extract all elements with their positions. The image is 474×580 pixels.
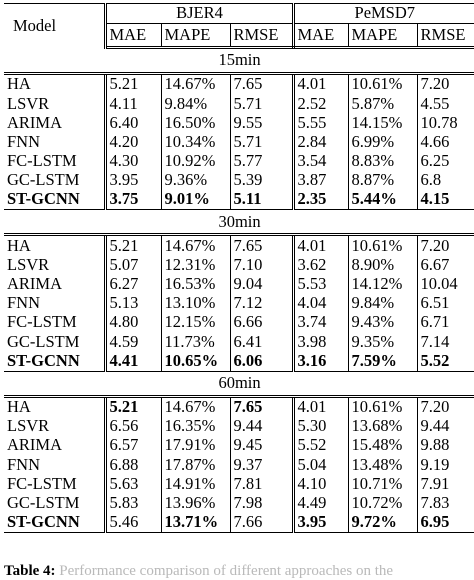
metric-value-cell: 9.37 <box>230 455 293 474</box>
metric-value-cell: 12.31% <box>161 256 230 275</box>
metric-value-cell: 17.87% <box>161 455 230 474</box>
table-row <box>4 313 474 332</box>
metric-value-cell: 6.25 <box>420 151 450 171</box>
table-row <box>4 235 474 256</box>
metric-value-cell: 5.21 <box>105 396 161 417</box>
metric-value-cell: 9.36% <box>161 171 230 190</box>
model-name-cell: HA <box>4 396 105 417</box>
table-row <box>4 351 474 371</box>
metric-value-cell: 6.56 <box>105 417 161 436</box>
metric-value-cell: 3.74 <box>293 313 348 332</box>
metric-value-cell: 5.44% <box>348 190 417 210</box>
model-name-cell: HA <box>4 74 105 95</box>
section-label: 30min <box>4 210 474 235</box>
metric-value-cell: 4.59 <box>105 332 161 351</box>
metric-value-cell: 7.91 <box>420 474 450 493</box>
metric-value-cell: 3.98 <box>293 332 348 351</box>
metric-value-cell: 4.66 <box>420 132 450 151</box>
metric-value-cell: 2.35 <box>293 190 348 210</box>
model-name-cell: FNN <box>4 294 105 313</box>
metric-value-cell: 9.44 <box>420 416 450 436</box>
metric-value-cell: 3.75 <box>105 190 161 210</box>
metric-value-cell: 6.06 <box>230 351 293 371</box>
metric-value-cell: 7.66 <box>230 513 293 533</box>
model-name-cell: FC-LSTM <box>4 152 105 171</box>
metric-value-cell: 9.55 <box>230 113 293 132</box>
metric-value-cell: 5.53 <box>293 275 348 294</box>
metric-value-cell: 5.13 <box>105 294 161 313</box>
model-name-cell: FC-LSTM <box>4 313 105 332</box>
metric-header-rmse: RMSE <box>230 24 293 48</box>
metric-value-cell: 5.52 <box>417 351 474 371</box>
metric-value-cell: 6.66 <box>230 313 293 332</box>
dataset-header-bjer4: BJER4 <box>105 4 293 24</box>
metric-value-cell: 13.96% <box>161 494 230 513</box>
table-row <box>4 113 474 132</box>
metric-value-cell: 13.68% <box>348 417 417 436</box>
metric-value-cell: 6.40 <box>105 113 161 132</box>
metric-value-cell: 6.27 <box>105 275 161 294</box>
metric-value-cell: 9.88 <box>420 436 450 455</box>
metric-value-cell: 3.95 <box>293 513 348 533</box>
table-row <box>4 133 474 152</box>
model-name-cell: ARIMA <box>4 275 105 294</box>
metric-value-cell: 10.61% <box>348 74 417 95</box>
metric-header-rmse: RMSE <box>417 24 474 48</box>
metric-value-cell: 15.48% <box>348 436 417 455</box>
metric-value-cell: 10.04 <box>420 274 458 294</box>
metric-value-cell: 2.52 <box>293 94 348 113</box>
metric-header-mae: MAE <box>293 24 348 48</box>
metric-value-cell: 6.57 <box>105 436 161 455</box>
section-row-60min <box>4 371 474 396</box>
metric-value-cell: 5.77 <box>230 152 293 171</box>
model-name-cell: ARIMA <box>4 436 105 455</box>
metric-value-cell: 5.55 <box>293 113 348 132</box>
metric-value-cell: 6.67 <box>420 255 450 274</box>
model-name-cell: GC-LSTM <box>4 332 105 351</box>
metric-value-cell: 14.67% <box>161 396 230 417</box>
model-name-cell: LSVR <box>4 94 105 113</box>
metric-value-cell: 4.04 <box>293 294 348 313</box>
metric-value-cell: 9.84% <box>348 294 417 313</box>
metric-value-cell: 4.01 <box>293 396 348 417</box>
table-row <box>4 152 474 171</box>
table-row <box>4 171 474 190</box>
metric-value-cell: 9.45 <box>230 436 293 455</box>
metric-value-cell: 4.49 <box>293 494 348 513</box>
metric-value-cell: 7.20 <box>420 396 450 416</box>
header-row-datasets <box>4 4 474 24</box>
metric-value-cell: 10.65% <box>161 351 230 371</box>
metric-value-cell: 4.01 <box>293 235 348 256</box>
metric-value-cell: 13.48% <box>348 455 417 474</box>
metric-value-cell: 5.71 <box>230 94 293 113</box>
metric-value-cell: 9.43% <box>348 313 417 332</box>
dataset-header-pemsd7: PeMSD7 <box>293 4 474 24</box>
metric-value-cell: 3.16 <box>293 351 348 371</box>
metric-value-cell: 10.78 <box>420 113 458 132</box>
metric-value-cell: 7.59% <box>348 351 417 371</box>
metric-value-cell: 2.84 <box>293 133 348 152</box>
table-row <box>4 74 474 95</box>
metric-value-cell: 4.15 <box>417 190 474 210</box>
table-row <box>4 94 474 113</box>
metric-value-cell: 14.15% <box>348 113 417 132</box>
metric-value-cell: 10.72% <box>348 494 417 513</box>
section-row-15min <box>4 48 474 74</box>
metric-value-cell: 7.20 <box>420 74 450 94</box>
metric-value-cell: 7.14 <box>420 332 450 351</box>
metric-header-mape: MAPE <box>348 24 417 48</box>
metric-value-cell: 8.87% <box>348 171 417 190</box>
metric-value-cell: 4.11 <box>105 94 161 113</box>
metric-header-mape: MAPE <box>161 24 230 48</box>
table-row <box>4 396 474 417</box>
metric-value-cell: 17.91% <box>161 436 230 455</box>
model-name-cell: ST-GCNN <box>4 513 105 533</box>
metric-value-cell: 10.61% <box>348 396 417 417</box>
metric-value-cell: 3.95 <box>105 171 161 190</box>
metric-value-cell: 6.71 <box>420 313 450 332</box>
results-table <box>4 3 474 533</box>
metric-value-cell: 7.98 <box>230 494 293 513</box>
metric-value-cell: 5.30 <box>293 417 348 436</box>
metric-value-cell: 5.07 <box>105 256 161 275</box>
model-name-cell: HA <box>4 235 105 256</box>
metric-value-cell: 9.84% <box>161 94 230 113</box>
metric-value-cell: 10.92% <box>161 152 230 171</box>
metric-value-cell: 5.11 <box>230 190 293 210</box>
metric-value-cell: 5.52 <box>293 436 348 455</box>
model-name-cell: FNN <box>4 455 105 474</box>
model-name-cell: LSVR <box>4 417 105 436</box>
metric-value-cell: 8.83% <box>348 152 417 171</box>
metric-value-cell: 9.04 <box>230 275 293 294</box>
metric-value-cell: 6.8 <box>420 170 442 190</box>
model-name-cell: GC-LSTM <box>4 171 105 190</box>
metric-value-cell: 13.10% <box>161 294 230 313</box>
metric-value-cell: 5.21 <box>105 235 161 256</box>
table-row <box>4 332 474 351</box>
metric-value-cell: 13.71% <box>161 513 230 533</box>
metric-value-cell: 7.12 <box>230 294 293 313</box>
metric-value-cell: 9.35% <box>348 332 417 351</box>
model-name-cell: ST-GCNN <box>4 190 105 210</box>
metric-value-cell: 7.65 <box>230 396 293 417</box>
model-name-cell: FNN <box>4 133 105 152</box>
metric-value-cell: 14.12% <box>348 275 417 294</box>
metric-value-cell: 7.65 <box>230 235 293 256</box>
model-name-cell: LSVR <box>4 256 105 275</box>
metric-value-cell: 4.10 <box>293 474 348 493</box>
table-row <box>4 190 474 210</box>
table-row <box>4 436 474 455</box>
metric-value-cell: 16.53% <box>161 275 230 294</box>
table-row <box>4 513 474 533</box>
metric-value-cell: 5.04 <box>293 455 348 474</box>
metric-value-cell: 5.71 <box>230 133 293 152</box>
metric-value-cell: 6.88 <box>105 455 161 474</box>
metric-value-cell: 4.01 <box>293 74 348 95</box>
model-name-cell: ARIMA <box>4 113 105 132</box>
metric-value-cell: 5.46 <box>105 513 161 533</box>
model-name-cell: FC-LSTM <box>4 474 105 493</box>
metric-value-cell: 3.62 <box>293 256 348 275</box>
metric-value-cell: 4.41 <box>105 351 161 371</box>
metric-value-cell: 7.83 <box>420 493 450 512</box>
caption-text: Performance comparison of different approaches on the <box>59 563 394 579</box>
metric-value-cell: 8.90% <box>348 256 417 275</box>
table-row <box>4 256 474 275</box>
table-row <box>4 275 474 294</box>
metric-value-cell: 5.87% <box>348 94 417 113</box>
metric-value-cell: 4.30 <box>105 152 161 171</box>
section-label: 60min <box>4 371 474 396</box>
table-caption <box>4 563 393 580</box>
metric-value-cell: 10.61% <box>348 235 417 256</box>
model-name-cell: ST-GCNN <box>4 351 105 371</box>
metric-value-cell: 16.35% <box>161 417 230 436</box>
metric-value-cell: 9.01% <box>161 190 230 210</box>
metric-value-cell: 4.80 <box>105 313 161 332</box>
metric-value-cell: 5.39 <box>230 171 293 190</box>
metric-value-cell: 14.67% <box>161 74 230 95</box>
table-body <box>4 48 474 533</box>
metric-value-cell: 5.21 <box>105 74 161 95</box>
metric-value-cell: 5.63 <box>105 474 161 493</box>
model-column-header: Model <box>4 4 105 48</box>
table-row <box>4 294 474 313</box>
table-row <box>4 494 474 513</box>
metric-value-cell: 14.91% <box>161 474 230 493</box>
table-row <box>4 417 474 436</box>
metric-value-cell: 4.55 <box>420 94 450 113</box>
metric-value-cell: 3.87 <box>293 171 348 190</box>
metric-value-cell: 6.51 <box>420 293 450 313</box>
metric-value-cell: 3.54 <box>293 152 348 171</box>
metric-value-cell: 11.73% <box>161 332 230 351</box>
metric-value-cell: 7.10 <box>230 256 293 275</box>
section-row-30min <box>4 210 474 235</box>
metric-value-cell: 4.20 <box>105 133 161 152</box>
model-name-cell: GC-LSTM <box>4 494 105 513</box>
metric-value-cell: 9.44 <box>230 417 293 436</box>
metric-value-cell: 10.34% <box>161 133 230 152</box>
metric-value-cell: 14.67% <box>161 235 230 256</box>
metric-value-cell: 9.72% <box>348 513 417 533</box>
metric-value-cell: 6.95 <box>417 513 474 533</box>
metric-value-cell: 10.71% <box>348 474 417 493</box>
metric-value-cell: 7.81 <box>230 474 293 493</box>
table-row <box>4 474 474 493</box>
metric-value-cell: 5.83 <box>105 494 161 513</box>
metric-header-mae: MAE <box>105 24 161 48</box>
section-label: 15min <box>4 48 474 74</box>
metric-value-cell: 7.20 <box>420 235 450 255</box>
metric-value-cell: 6.99% <box>348 133 417 152</box>
table-row <box>4 455 474 474</box>
metric-value-cell: 7.65 <box>230 74 293 95</box>
metric-value-cell: 6.41 <box>230 332 293 351</box>
metric-value-cell: 12.15% <box>161 313 230 332</box>
metric-value-cell: 9.19 <box>420 455 450 474</box>
metric-value-cell: 16.50% <box>161 113 230 132</box>
caption-label: Table 4: <box>4 563 56 579</box>
